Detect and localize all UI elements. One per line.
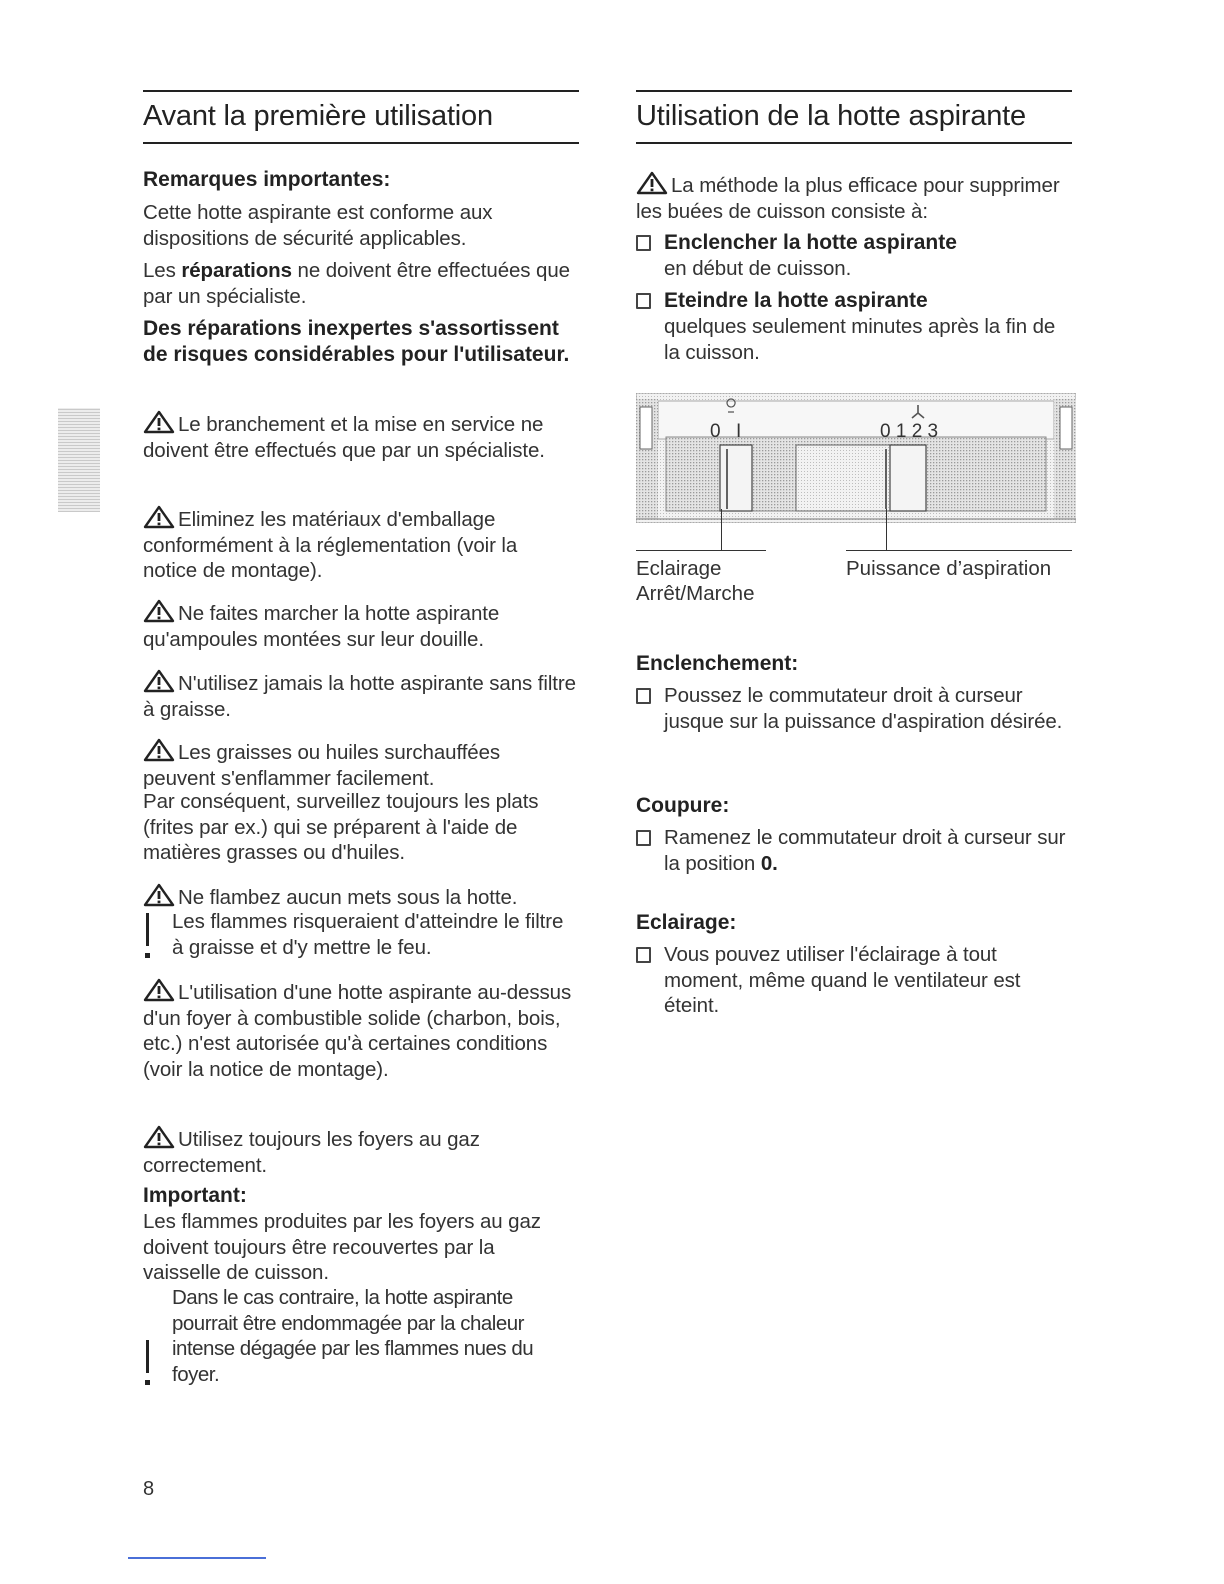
warning-5: Les graisses ou huiles surchauffées peuvent s'enflammer facilement. [143,738,553,791]
switch-off-item [636,825,1072,876]
remarks-paragraph-2: Les réparations ne doivent être effectuées que par un spécialiste. [143,259,570,308]
warning-7: L'utilisation d'une hotte aspirante au-dessus d'un foyer à combustible solide (charbon, bois, etc.) n'est autorisée qu'à certaines conditions (voir la notice de montage). [143,978,573,1082]
switch-on-text: Poussez le commutateur droit à curseur jusque sur la puissance d'aspiration désirée. [664,684,1063,733]
title-rule-bottom [143,142,579,144]
light-on-label: I [736,421,742,442]
important-heading: Important: [143,1184,247,1207]
switch-on-heading: Enclenchement: [636,652,799,675]
intro-warning: La méthode la plus efficace pour supprimer les buées de cuisson consiste à: [636,171,1072,224]
lighting-item [636,942,1072,1019]
page-number: 8 [143,1478,155,1500]
label-fan-power: Puissance d’aspiration [846,557,1052,580]
title-rule-top [143,90,579,92]
important-paragraph: Les flammes produites par les foyers au gaz doivent toujours être recouvertes par la vaisselle de cuisson. [143,1210,541,1284]
remarks-heading: Remarques importantes: [143,168,391,191]
lighting-heading: Eclairage: [636,911,737,934]
warning-triangle-icon [143,505,175,529]
remarks-bold-warning: Des réparations inexpertes s'assortissent de risques considérables pour l'utilisateur. [143,317,570,366]
label-on-off: Arrêt/Marche [636,582,755,605]
section-tab-marker [58,408,100,512]
warning-triangle-icon [143,978,175,1002]
warning-triangle-icon [636,171,668,195]
warning-triangle-icon [143,599,175,623]
label-light: Eclairage [636,557,722,580]
light-off-label: 0 [710,421,721,442]
lighting-text: Vous pouvez utiliser l'éclairage à tout moment, même quand le ventilateur est éteint. [664,943,1021,1017]
warning-6: Ne flambez aucun mets sous la hotte. [143,883,583,911]
warning-3: Ne faites marcher la hotte aspirante qu'ampoules montées sur leur douille. [143,599,553,652]
step-1 [636,230,1072,282]
switch-off-text: Ramenez le commutateur droit à curseur sur la position 0. [664,826,1066,875]
left-title: Avant la première utilisation [143,100,493,132]
step-1-title: Enclencher la hotte aspirante [664,231,957,254]
warning-triangle-icon [143,738,175,762]
fan-levels-label: 0 1 2 3 [880,421,939,442]
callout-line-light [721,509,722,551]
control-panel-illustration [636,393,1076,523]
step-2-title: Eteindre la hotte aspirante [664,289,928,312]
title-rule-top [636,90,1072,92]
callout-line-fan [886,509,887,551]
remarks-paragraph-1: Cette hotte aspirante est conforme aux dispositions de sécurité applicables. [143,201,493,250]
switch-off-heading: Coupure: [636,794,730,817]
important-note: Dans le cas contraire, la hotte aspirante pourrait être endommagée par la chaleur intense dégagée par les flammes nues du foyer. [172,1286,534,1386]
warning-triangle-icon [143,883,175,907]
warning-triangle-icon [143,669,175,693]
warning-6-note: Les flammes risqueraient d'atteindre le filtre à graisse et d'y mettre le feu. [172,910,564,959]
warning-4: N'utilisez jamais la hotte aspirante sans filtre à graisse. [143,669,583,722]
warning-triangle-icon [143,1125,175,1149]
control-panel-drawing [636,393,1076,523]
right-title: Utilisation de la hotte aspirante [636,100,1026,132]
exclamation-icon [143,1340,153,1386]
callout-underline-fan [846,550,1072,551]
warning-1: Le branchement et la mise en service ne doivent être effectués que par un spécialiste. [143,410,573,463]
step-2-text: quelques seulement minutes après la fin de la cuisson. [664,315,1056,364]
warning-2: Eliminez les matériaux d'emballage conformément à la réglementation (voir la notice de montage). [143,505,573,584]
title-rule-bottom [636,142,1072,144]
step-2 [636,288,1072,365]
step-1-text: en début de cuisson. [664,257,852,280]
warning-8: Utilisez toujours les foyers au gaz correctement. [143,1125,543,1178]
bottom-link-underline[interactable] [128,1557,266,1559]
exclamation-icon [143,913,153,959]
switch-on-item [636,683,1072,734]
callout-underline-light [636,550,766,551]
warning-5-continued: Par conséquent, surveillez toujours les plats (frites par ex.) qui se préparent à l'aide de matières grasses ou d'huiles. [143,790,539,864]
warning-triangle-icon [143,410,175,434]
